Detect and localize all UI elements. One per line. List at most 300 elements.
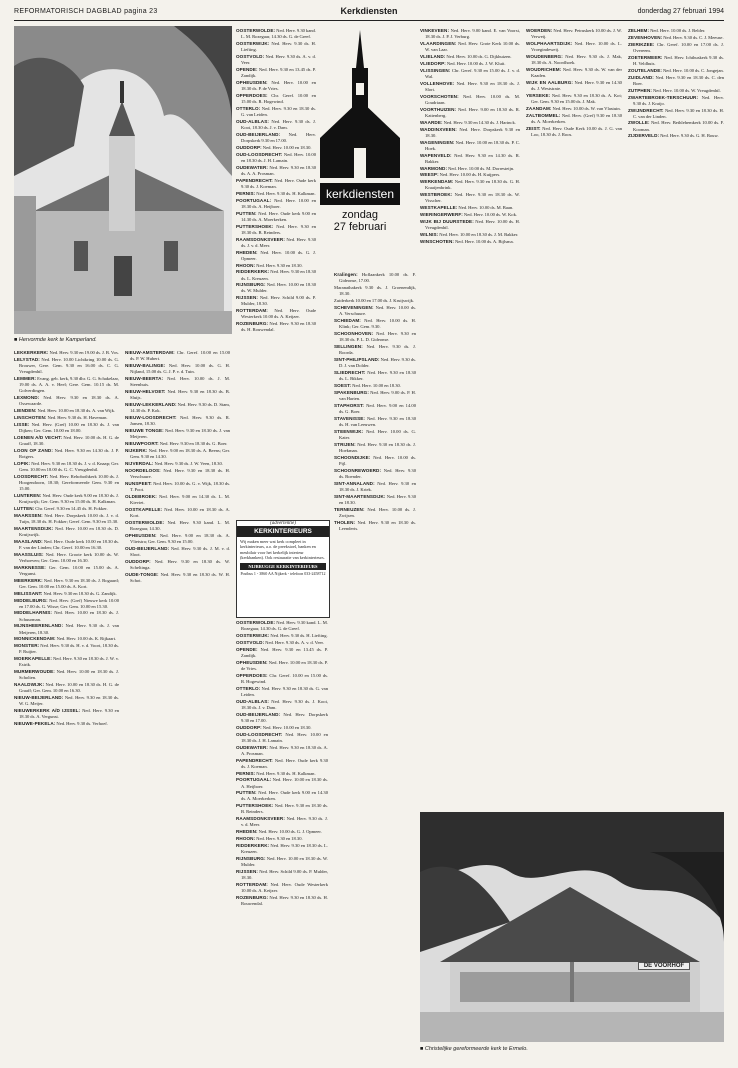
place-name: ROTTERDAM: (236, 308, 268, 314)
church-service-entry: ZWIJNDRECHT: Ned. Herv. 9.30 en 18.30 ds. H. C. van der Linden. (628, 107, 724, 119)
place-name: RIJSSEN: (236, 295, 258, 301)
place-name: POORTUGAAL: (236, 197, 272, 203)
church-service-entry: WIERINGERWERF: Ned. Herv. 10.00 ds. W. Kok. (420, 212, 518, 218)
church-service-entry: OUDEWATER: Ned. Herv. 9.30 en 18.30 ds. A. A. Prosman. (236, 164, 316, 176)
place-name: LEMMER: (14, 375, 37, 381)
church-service-entry: MIDDELHARNIS: Ned. Herv. 10.00 en 18.30 ds. J. Schuurman. (14, 610, 119, 622)
place-name: OPHEUSDEN: (125, 532, 157, 538)
place-name: OUDDORP: (236, 724, 262, 730)
place-name: STAPHORST: (334, 402, 365, 408)
place-name: WAGENINGEN: (420, 139, 455, 145)
church-service-entry: MAARSSEN: Ned. Herv. Dorpskerk 10.00 ds. J. v. d. Tuijn, 18.30 ds. H. Fokker; Geref. Gem. 9.30 en 15.30. (14, 512, 119, 524)
place-name: RHOON: (236, 262, 256, 268)
church-service-entry: NIEUW-LOOSDRECHT: Ned. Herv. 9.30 ds. R. Jansen, 18.30. (125, 414, 230, 427)
place-name: RAAMSDONKSVEER: (236, 816, 285, 822)
church-service-entry: Zuiderkerk 10.00 en 17.00 ds. J. Kruijswijk. (334, 297, 415, 303)
church-service-entry: OUD-BEIJERLAND: Ned. Herv. Dorpskerk 9.30 en 17.00. (236, 131, 316, 143)
church-service-entry: VLISSINGEN: Chr. Geref. 9.30 en 15.00 ds. J. v. d. Wal. (420, 67, 520, 79)
place-name: OOSTKAPELLE: (125, 506, 163, 512)
church-service-entry: OLDEBROEK: Ned. Herv. 9.00 en 14.30 ds. L. M. Kieviet. (125, 493, 230, 505)
church-service-entry: NIEUWPOORT: Ned. Herv. 9.30 en 18.30 ds. G. Boer. (125, 440, 228, 446)
place-name: VLIELAND: (420, 53, 446, 59)
church-silhouette-icon (320, 28, 400, 178)
column-3-lower (236, 620, 328, 1050)
place-name: ZIERIKZEE: (628, 41, 655, 47)
church-service-entry: OOSTVOLD: Ned. Herv. 9.30 ds. A. v. d. Veer. (236, 639, 324, 645)
church-service-entry: WEESP: Ned. Herv. 10.00 ds. H. Kuijpers. (420, 172, 501, 178)
church-service-entry: OOSTERWOLDE: Ned. Herv. 9.30 kand. L. M. Rozegaar, 14.30. (125, 519, 230, 531)
church-service-entry: MAASSLUIS: Ned. Herv. Groote kerk 10.00 ds. W. Verhoeven; Ger. Gem. 10.00 en 16.30. (14, 551, 119, 563)
church-service-entry: LUTTEN: Chr. Geref. 9.30 en 14.45 ds. H. Fokker. (14, 505, 108, 511)
column-3-entries (236, 28, 316, 334)
ermelo-church-image (420, 812, 724, 1042)
place-name: LEKKERKERK: (14, 350, 49, 355)
church-service-entry: MOERKAPELLE: Ned. Herv. 9.30 en 18.30 ds. J. W. v. Estrik. (14, 656, 119, 668)
place-name: LIENDEN: (14, 408, 37, 414)
place-name: LEXMOND: (14, 395, 40, 401)
place-name: MAASSLUIS: (14, 551, 44, 557)
place-name: NIEUWERKERK A/D IJSSEL: (14, 708, 81, 714)
place-name: NOORDELOOS: (125, 467, 161, 473)
place-name: SCHIEDAM: (334, 317, 361, 323)
place-name: WOERDEN: (526, 28, 553, 33)
church-service-entry: WILNIS: Ned. Herv. 10.00 en 18.30 ds. J. M. Bakker. (420, 232, 519, 238)
place-name: RIJNSBURG: (236, 282, 266, 288)
church-service-entry: MIJNSHEERENLAND: Ned. Herv. 9.30 ds. J. van Meijeren, 18.30. (14, 623, 119, 635)
place-name: NIEUWE TONGE: (125, 427, 164, 433)
place-name: WINSCHOTEN: (420, 238, 455, 244)
column-2 (125, 350, 230, 1050)
place-name: WOUDENBERG: (526, 53, 563, 59)
church-service-entry: WARMOND: Ned. Herv. 10.00 ds. M. Dorresteijn. (420, 165, 515, 171)
church-service-entry: OUDDORP: Ned. Herv. 9.30 en 18.30 ds. W. Scheltinga. (125, 558, 230, 570)
church-service-entry: MEERKERK: Ned. Herv. 9.30 en 18.30 ds. J. Bogaard; Ger. Gem. 10.00 en 15.00 ds. A. Kort. (14, 577, 119, 589)
church-service-entry: OPENDE: Ned. Herv. 9.30 en 13.45 ds. P. Zandijk. (236, 646, 328, 658)
place-name: LOENEN A/D VECHT: (14, 434, 63, 440)
church-service-entry: VOORSCHOTEN: Ned. Herv. 10.00 ds. M. Goudriaan. (420, 93, 520, 105)
column-1 (14, 350, 119, 1050)
church-service-entry: LISSE: Ned. Herv. (Gref) 10.00 en 18.30 ds. J. van Dijken; Ger. Gem. 10.00 en 18.00. (14, 421, 119, 433)
church-service-entry: VLIELAND: Ned. Herv. 10.00 ds. G. Dijkhuizen. (420, 53, 512, 59)
church-service-entry: PUTTERSHOEK: Ned. Herv. 9.30 en 18.30 ds. B. Reinders. (236, 223, 316, 235)
caption-left-photo: ■ Hervormde kerk te Kamperland. (14, 337, 97, 343)
church-service-entry: OOSTERWOLDE: Ned. Herv. 9.30 kand. L. M. Rozegaar, 14.30 ds. G. de Greef. (236, 620, 328, 632)
church-service-entry: RIJNSBURG: Ned. Herv. 10.00 en 18.30 ds. W. Mulder. (236, 282, 316, 294)
church-service-entry: ZUTPHEN: Ned. Herv. 10.00 ds. W. Vreugdenhil. (628, 87, 721, 93)
church-service-entry: MARKNESSE: Ger. Gem. 10.00 en 15.00 ds. A. Vergunst. (14, 564, 119, 576)
place-name: WAARDE: (420, 119, 443, 125)
banner-date-2: 27 februari (333, 221, 387, 233)
place-name: NIEUWE-PEKELA: (14, 721, 56, 727)
place-name: NIEUW-LOOSDRECHT: (125, 414, 177, 420)
place-name: WIJK EN AALBURG: (526, 79, 574, 85)
church-service-entry: OOSTERWIJK: Ned. Herv. 9.30 ds. H. Liefting. (236, 632, 328, 638)
church-service-entry: WOUDENBERG: Ned. Herv. 9.30 ds. J. Mak, 18.30 ds. A. Noordhoek. (526, 53, 622, 66)
church-service-entry: RIJNSBURG: Ned. Herv. 10.00 en 18.30 ds. W. Mulder. (236, 856, 328, 868)
church-service-entry: MURMERWOUDE: Ned. Herv. 10.00 en 18.30 ds. J. Scholten. (14, 669, 119, 681)
place-name: OLDEBROEK: (125, 493, 157, 499)
place-name: PUTTERSHOEK: (236, 223, 274, 229)
church-service-entry: WESTKAPELLE: Ned. Herv. 10.00 ds. M. Baan. (420, 205, 514, 211)
church-service-entry: OUDDORP: Ned. Herv. 10.00 en 18.30. (236, 724, 312, 730)
column-4 (334, 272, 416, 812)
church-service-entry: WIJK EN AALBURG: Ned. Herv. 9.30 en 14.30 ds. J. Weststrate. (526, 79, 622, 92)
place-name: ZEVENHOVEN: (628, 34, 663, 40)
church-service-entry: ZOUTELANDE: Ned. Herv. 10.00 ds. C. Jongejan. (628, 67, 724, 73)
place-name: WEESP: (420, 172, 439, 178)
place-name: LOOSDRECHT: (14, 473, 49, 479)
church-service-entry: POORTUGAAL: Ned. Herv. 10.00 en 18.30 ds. A. Heijboer. (236, 777, 328, 789)
place-name: VOORTHUIZEN: (420, 106, 457, 112)
church-service-entry: ROTTERDAM: Ned. Herv. Oude Westerkerk 10.00 ds. A. Keijzer. (236, 308, 316, 320)
place-name: WARMOND: (420, 165, 448, 171)
ad-tag: (advertentie) (270, 521, 296, 526)
church-service-entry: WAARDE: Ned. Herv. 9.30 en 14.30 ds. J. Harinck. (420, 119, 516, 125)
church-service-entry: LOPIK: Ned. Herv. 9.30 en 18.30 ds. J. v. d. Knaap; Ger. Gem. 10.00 en 18.00 ds. G. C. Vreugdenhil. (14, 460, 119, 472)
ad-company: NIJBRUGGE KERKINTERIEURS (240, 563, 326, 570)
place-name: OUDE-TONGE: (125, 571, 159, 577)
church-service-entry: ZIJDERVELD: Ned. Herv. 9.30 ds. G. H. Bouw. (628, 133, 719, 139)
church-service-entry: STAVENISSE: Ned. Herv. 9.30 en 18.30 ds. H. van Leeuwen. (334, 415, 416, 427)
church-service-entry: WESTBROEK: Ned. Herv. 9.30 en 18.30 ds. W. Visscher. (420, 192, 520, 204)
place-name: PERNIS: (236, 770, 256, 776)
photo-church-ermelo (420, 812, 724, 1042)
church-service-entry: LUNTEREN: Ned. Herv. Oude kerk 9.00 en 18.30 ds. J. Kruijswijk; Ger. Gem. 9.30 en 15.00 ds. H. Kalkman. (14, 492, 119, 504)
place-name: WILNIS: (420, 232, 439, 238)
place-name: MARKNESSE: (14, 564, 46, 570)
place-name: LINSCHOTEN: (14, 414, 47, 420)
church-service-entry: RHEDEN: Ned. Herv. 10.00 ds. G. J. Opmeer. (236, 829, 322, 835)
place-name: NIEUW-LEKKERLAND: (125, 401, 177, 407)
place-name: THOLEN: (334, 519, 356, 525)
church-service-entry: OUD-LOOSDRECHT: Ned. Herv. 10.00 en 18.30 ds. J. H. Lamain. (236, 731, 328, 743)
church-service-entry: WERKENDAM: Ned. Herv. 9.30 en 18.30 ds. G. H. Kraaijenbrink. (420, 179, 520, 191)
place-name: WESTKAPELLE: (420, 205, 458, 211)
place-name: NIJKERK: (125, 447, 148, 453)
place-name: MOERKAPELLE: (14, 656, 52, 662)
place-name: RAAMSDONKSVEER: (236, 236, 285, 242)
church-service-entry: SLIEDRECHT: Ned. Herv. 9.30 en 18.30 ds. L. Bikker. (334, 369, 416, 381)
place-name: MELISSANT: (14, 590, 43, 596)
header-rule (14, 20, 724, 21)
church-service-entry: OUD-BEIJERLAND: Ned. Herv. Dorpskerk 9.30 en 17.00. (236, 711, 328, 723)
place-name: OOSTERWOLDE: (236, 28, 276, 33)
church-service-entry: NIEUW-LEKKERLAND: Ned. Herv. 9.30 ds. D. Stam, 14.30 ds. P. Kok. (125, 401, 230, 414)
church-service-entry: RHOON: Ned. Herv. 9.30 en 18.30. (236, 262, 303, 268)
church-photo-image (14, 26, 232, 334)
church-service-entry: OUD-ALBLAS: Ned. Herv. 9.30 ds. J. Kooi, 18.30 ds. J. v. Dam. (236, 118, 316, 130)
church-service-entry: OUD-LOOSDRECHT: Ned. Herv. 10.00 en 18.30 ds. J. H. Lamain. (236, 151, 316, 163)
place-name: RHOON: (236, 836, 256, 842)
church-service-entry: SINT-ANNALAND: Ned. Herv. 9.30 en 18.30 ds. J. Kriek. (334, 480, 416, 492)
church-service-entry: ZELHEM: Ned. Herv. 10.00 ds. J. Belder. (628, 28, 706, 33)
place-name: LELYSTAD: (14, 356, 40, 362)
place-name: ROTTERDAM: (236, 882, 268, 888)
church-service-entry: RHEDEN: Ned. Herv. 10.00 ds. G. J. Opmeer. (236, 249, 316, 261)
church-service-entry: OUDEWATER: Ned. Herv. 9.30 en 18.30 ds. A. A. Prosman. (236, 744, 328, 756)
church-service-entry: STEENWIJK: Ned. Herv. 10.00 ds. G. Kater. (334, 428, 416, 440)
ad-contact: Postbus 1 - 3860 AA Nijkerk - telefoon 033-2458712 (240, 570, 326, 576)
place-name: ZOUTELANDE: (628, 67, 663, 73)
church-service-entry: LEMMER: Evang. geb. kerk, 9.30 dhr. G. G. Schakelaar, 19.00 ds. A. A. v. Heel; Gere. Gem. 10.15 ds. M. Golverdingen. (14, 375, 119, 394)
church-service-entry: OUD-BEIJERLAND: Ned. Herv. 9.30 ds. J. M. v. d. Sloot. (125, 545, 230, 557)
place-name: WESTBROEK: (420, 192, 453, 198)
place-name: SINT-PHILIPSLAND: (334, 356, 380, 362)
place-name: POORTUGAAL: (236, 777, 272, 783)
church-service-entry: RIJSSEN: Ned. Herv. Schild 9.00 ds. P. Mulder, 18.30. (236, 869, 328, 881)
newspaper-name: REFORMATORISCH DAGBLAD pagina 23 (14, 8, 158, 15)
column-3 (236, 28, 316, 516)
church-service-entry: POORTUGAAL: Ned. Herv. 10.00 en 18.30 ds. A. Heijboer. (236, 197, 316, 209)
kerkdiensten-banner (320, 28, 400, 270)
place-name: RIDDERKERK: (236, 843, 270, 849)
place-name: OTTERLO: (236, 105, 261, 111)
place-name: ZELHEM: (628, 28, 650, 33)
place-name: MONNICKENDAM: (14, 636, 56, 642)
place-name: WOLPHAARTSDIJK: (526, 40, 573, 46)
column-2-entries (125, 350, 230, 584)
church-service-entry: WADDINXVEEN: Ned. Herv. Dorpskerk 9.30 en 18.30. (420, 126, 520, 138)
place-name: SINT-MAARTENSDIJK: (334, 493, 386, 499)
place-name: ZOETERMEER: (628, 54, 663, 60)
church-service-entry: PUTTEN: Ned. Herv. Oude kerk 9.00 en 14.30 ds. A. Moerkerken. (236, 210, 316, 222)
place-name: OPENDE: (236, 646, 258, 652)
place-name: SCHEVENINGEN: (334, 304, 374, 310)
place-name: LOON OP ZAND: (14, 447, 53, 453)
place-name: RIJNSBURG: (236, 856, 266, 862)
church-service-entry: TERNEUZEN: Ned. Herv. 10.00 ds. J. Zwijsen. (334, 506, 416, 518)
church-service-entry: OPHEUSDEN: Ned. Herv. 10.00 en 18.30 ds. P. de Vries. (236, 79, 316, 92)
church-service-entry: ZUIDLAND: Ned. Herv. 9.30 en 18.30 ds. C. den Boer. (628, 74, 724, 86)
column-4-entries (334, 272, 416, 532)
ad-body: Wij maken meer wat kerk compleet in kerkinterieurs, a.o. de preekstoel, banken en meubilair voor het kerkelijk interieur (kerkbanken). Ook restauratie van kerkinterieurs. (240, 539, 325, 561)
church-service-entry: OPPERDOES: Chr. Geref. 10.00 en 15.00 ds. R. Hogewind. (236, 672, 328, 684)
church-service-entry: MIDDELBURG: Ned. Herv. (Gref) Nieuwe kerk 10.00 en 17.00 ds. G. Wisse; Ger. Gem. 10.00 en 15.30. (14, 597, 119, 609)
church-service-entry: NIEUW-AMSTERDAM: Chr. Geref. 10.00 en 15.00 ds. P. W. Hubert. (125, 350, 230, 362)
place-name: PAPENDRECHT: (236, 757, 273, 763)
place-name: MONSTER: (14, 643, 40, 649)
church-service-entry: NIEUWE TONGE: Ned. Herv. 9.30 en 18.30 ds. J. van Meijeren. (125, 427, 230, 439)
place-name: YERSEKE: (526, 92, 551, 98)
photo-church-kamperland (14, 26, 232, 334)
church-service-entry: ZAANDAM: Ned. Herv. 10.00 ds. W. van Vlastuin. (526, 105, 621, 111)
place-name: VLISSINGEN: (420, 67, 451, 73)
place-name: OPENDE: (236, 66, 258, 72)
church-service-entry: OPHEUSDEN: Ned. Herv. 10.00 en 18.30 ds. P. de Vries. (236, 659, 328, 671)
church-service-entry: STRIJEN: Ned. Herv. 9.30 en 18.30 ds. J. Hoekman. (334, 441, 416, 453)
church-service-entry: RAAMSDONKSVEER: Ned. Herv. 9.30 ds. J. v. d. Meer. (236, 816, 328, 828)
place-name: WAPENVELD: (420, 152, 452, 158)
church-service-entry: WAGENINGEN: Ned. Herv. 10.00 en 18.30 ds. P. C. Hoek. (420, 139, 520, 151)
church-service-entry: NIEUW-BALINGE: Ned. Herv. 10.00 ds. G. H. Nijland, 15.00 ds. G. J. P. v. d. Tuin. (125, 362, 230, 375)
place-name: NAALDWIJK: (14, 682, 45, 688)
church-service-entry: PAPENDRECHT: Ned. Herv. Oude kerk 9.30 ds. J. Koeman. (236, 757, 328, 769)
church-service-entry: RAAMSDONKSVEER: Ned. Herv. 9.30 ds. J. v. d. Meer. (236, 236, 316, 248)
place-name: VLIEDORP: (420, 60, 446, 66)
church-service-entry: ZEIST: Ned. Herv. Oude Kerk 10.00 ds. J. G. van Loo, 18.30 ds. J. Roos. (526, 125, 622, 137)
place-name: OPHEUSDEN: (236, 659, 268, 665)
place-name: OOSTERWIJK: (236, 40, 270, 46)
place-name: MAASLAND: (14, 538, 43, 544)
place-name: OUD-ALBLAS: (236, 698, 269, 704)
church-service-entry: NIEUW-HELVOET: Ned. Herv. 9.30 en 18.30 ds. B. Sluijs. (125, 388, 230, 401)
church-service-entry: NIEUWERKERK A/D IJSSEL: Ned. Herv. 9.30 en 18.30 ds. A. Vergunst. (14, 708, 119, 720)
church-service-entry: OUDDORP: Ned. Herv. 10.00 en 18.30. (236, 144, 312, 150)
church-service-entry: NOORDELOOS: Ned. Herv. 9.30 en 18.30 ds. H. Verschuure. (125, 467, 230, 479)
church-service-entry: LOON OP ZAND: Ned. Herv. 9.30 en 14.30 ds. J. P. Rotgers. (14, 447, 119, 459)
church-service-entry: SINT-MAARTENSDIJK: Ned. Herv. 9.30 en 18.30. (334, 493, 416, 505)
church-service-entry: SINT-PHILIPSLAND: Ned. Herv. 9.30 ds. D. J. van Dolder. (334, 356, 416, 368)
church-service-entry: OOSTERWOLDE: Ned. Herv. 9.30 kand. L. M. Rozegaar, 14.30 ds. G. de Greef. (236, 28, 316, 40)
place-name: NIEUW-BALINGE: (125, 362, 166, 368)
church-service-entry: WOUDRICHEM: Ned. Herv. 9.30 ds. W. van der Kaaden. (526, 66, 622, 79)
place-name: WIERINGERWERF: (420, 212, 463, 218)
banner-date-1: zondag (341, 209, 379, 221)
place-name: RIJSSEN: (236, 869, 258, 875)
church-service-entry: OPENDE: Ned. Herv. 9.30 en 13.45 ds. P. Zandijk. (236, 66, 316, 79)
church-service-entry: Maranathakerk 9.30 ds. J. Groenendijk, 18.30. (334, 284, 416, 297)
church-service-entry: SCHIEDAM: Ned. Herv. 10.00 ds. H. Klink; Ger. Gem. 9.30. (334, 317, 416, 329)
place-name: MIJNSHEERENLAND: (14, 623, 64, 629)
place-name: ZWOLLE: (628, 120, 650, 126)
church-service-entry: MAASLAND: Ned. Herv. Oude kerk 10.00 en 18.30 ds. F. van der Linden; Chr. Geref. 10.00 en 16.30. (14, 538, 119, 550)
page-header (14, 6, 724, 18)
church-service-entry: ZIERIKZEE: Chr. Geref. 10.00 en 17.00 ds. J. Overeem. (628, 41, 724, 53)
place-name: WOUDRICHEM: (526, 66, 562, 72)
column-3-lower-entries (236, 620, 328, 907)
column-5 (420, 28, 520, 808)
church-service-entry: OUDE-TONGE: Ned. Herv. 9.30 en 18.30 ds. W. H. Schot. (125, 571, 230, 583)
place-name: LISSE: (14, 421, 30, 427)
church-service-entry: OOSTERWIJK: Ned. Herv. 9.30 ds. H. Liefting. (236, 40, 316, 53)
church-service-entry: YERSEKE: Ned. Herv. 9.30 en 18.30 ds. A. Kot; Ger. Gem. 9.30 en 15.00 ds. J. Mak. (526, 92, 622, 105)
church-service-entry: OOSTKAPELLE: Ned. Herv. 10.00 en 18.30 ds. A. Kort. (125, 506, 230, 518)
place-name: NUNSPEET: (125, 480, 152, 486)
place-name: OUD-LOOSDRECHT: (236, 731, 283, 737)
place-name: OPPERDOES: (236, 92, 268, 98)
church-service-entry: PUTTEN: Ned. Herv. Oude kerk 9.00 en 14.30 ds. A. Moerkerken. (236, 790, 328, 802)
place-name: NIEUWPOORT: (125, 440, 159, 446)
church-service-entry: LEKKERKERK: Ned. Herv. 9.30 en 19.00 ds. J. B. Vos. (14, 350, 119, 355)
church-service-entry: VLAARDINGEN: Ned. Herv. Grote Kerk 10.00 ds. W. van Laar. (420, 40, 520, 53)
place-name: ZAANDAM: (526, 105, 552, 111)
place-name: MAARSSEN: (14, 512, 43, 518)
church-service-entry: Kralingen: Hoflaankerk 10.00 ds. F. Gideonse, 17.00. (334, 272, 416, 284)
place-name: OPHEUSDEN: (236, 79, 268, 85)
church-service-entry: WAPENVELD: Ned. Herv. 9.30 en 14.30 ds. R. Bakker. (420, 152, 520, 164)
church-service-entry: VINKEVEEN: Ned. Herv. 9.00 kand. E. van Voorst, 18.30 ds. J. P. J. Verburg. (420, 28, 520, 40)
church-service-entry: OTTERLO: Ned. Herv. 9.30 en 18.30 ds. G. van Leiden. (236, 105, 316, 117)
place-name: NIEUW-BEERTA: (125, 375, 164, 381)
place-name: OOSTERWIJK: (236, 632, 270, 638)
place-name: MIDDELHARNIS: (14, 610, 53, 616)
place-name: OUDEWATER: (236, 744, 269, 750)
place-name: OOSTVOLD: (236, 639, 265, 645)
issue-date: donderdag 27 februari 1994 (637, 8, 724, 15)
place-name: SCHOONHOVEN: (334, 330, 374, 336)
church-service-entry: SELLINGEN: Ned. Herv. 9.30 ds. J. Roorda. (334, 343, 416, 355)
place-name: OTTERLO: (236, 685, 261, 691)
place-name: OUDEWATER: (236, 164, 269, 170)
place-name: OUD-BEIJERLAND: (236, 131, 281, 137)
church-service-entry: SPAKENBURG: Ned. Herv. 9.00 ds. P. H. van Harten. (334, 389, 416, 401)
church-service-entry: NIEUWE-PEKELA: Ned. Herv. 9.30 ds. Verhoef. (14, 721, 108, 727)
place-name: OOSTVOLD: (236, 53, 265, 59)
place-name: Kralingen: (334, 272, 358, 277)
church-service-entry: ZWARTEBROEK-TERSCHUUR: Ned. Herv. 9.30 ds. J. Kraijo. (628, 94, 724, 106)
church-service-entry: SCHOONHOVEN: Ned. Herv. 9.30 en 18.30 ds. P. L. D. Gideonse. (334, 330, 416, 342)
place-name: PUTTEN: (236, 210, 257, 216)
place-name: SCHOONDIJKE: (334, 454, 371, 460)
church-service-entry: PERNIS: Ned. Herv. 9.30 ds. H. Kalkman. (236, 770, 316, 776)
church-service-entry: WOERDEN: Ned. Herv. Petruskerk 10.00 ds. J. W. Verweij. (526, 28, 622, 40)
place-name: ROZENBURG: (236, 321, 269, 327)
church-service-entry: PERNIS: Ned. Herv. 9.30 ds. H. Kalkman. (236, 190, 316, 196)
place-name: STAVENISSE: (334, 415, 366, 421)
church-service-entry: ROZENBURG: Ned. Herv. 9.30 en 18.30 ds. H. Rouwendal. (236, 321, 316, 333)
church-service-entry: VOORTHUIZEN: Ned. Herv. 9.00 en 18.30 ds. R. Kattenberg. (420, 106, 520, 118)
ad-title: KERKINTERIEURS (237, 526, 329, 537)
church-service-entry: WOLPHAARTSDIJK: Ned. Herv. 10.00 ds. L. Vroegindeweij. (526, 40, 622, 53)
church-service-entry: OPPERDOES: Chr. Geref. 10.00 en 15.00 ds. R. Hogewind. (236, 92, 316, 105)
church-service-entry: ZWOLLE: Ned. Herv. Bethlehemkerk 10.00 ds. F. Kooman. (628, 120, 724, 132)
place-name: ZWARTEBROEK-TERSCHUUR: (628, 94, 699, 100)
place-name: VLAARDINGEN: (420, 40, 457, 46)
church-service-entry: SOEST: Ned. Herv. 10.00 en 18.30. (334, 382, 401, 388)
place-name: SLIEDRECHT: (334, 369, 366, 375)
place-name: SCHOONREWOERD: (334, 467, 382, 473)
place-name: MEERKERK: (14, 577, 43, 583)
place-name: LUNTEREN: (14, 492, 42, 498)
place-name: PAPENDRECHT: (236, 177, 273, 183)
place-name: OUD-BEIJERLAND: (236, 711, 281, 717)
place-name: LUTTEN: (14, 505, 35, 511)
place-name: NIEUW-AMSTERDAM: (125, 350, 175, 355)
place-name: OUDDORP: (236, 144, 262, 150)
place-name: ROZENBURG: (236, 895, 269, 901)
church-service-entry: ZALTBOMMEL: Ned. Herv. (Gref) 9.30 en 18.30 ds. A. Moerkerken. (526, 112, 622, 124)
place-name: LOPIK: (14, 460, 31, 466)
church-service-entry: LIENDEN: Ned. Herv. 10.00 en 18.30 ds. A. van Wijk. (14, 408, 116, 414)
place-name: NIEUW-HELVOET: (125, 388, 166, 394)
place-name: NIEUW-BEIJERLAND: (14, 695, 64, 701)
place-name: STEENWIJK: (334, 428, 364, 434)
place-name: TERNEUZEN: (334, 506, 365, 512)
place-name: SPAKENBURG: (334, 389, 369, 395)
place-name: VINKEVEEN: (420, 28, 450, 33)
banner-title: kerkdiensten (320, 183, 400, 205)
church-service-entry: MONSTER: Ned. Herv. 9.30 ds. H. v. d. Voort, 18.30 ds. P. Ruijter. (14, 643, 119, 655)
church-service-entry: MAARTENSDIJK: Ned. Herv. 10.00 en 18.30 ds. D. Kruijswijk. (14, 525, 119, 537)
place-name: OUDDORP: (125, 558, 151, 564)
column-1-entries (14, 350, 119, 727)
church-service-entry: MELISSANT: Ned. Herv. 9.30 en 18.30 ds. G. Zandijk. (14, 590, 117, 596)
church-service-entry: OUD-ALBLAS: Ned. Herv. 9.30 ds. J. Kooi, 18.30 ds. J. v. Dam. (236, 698, 328, 710)
place-name: OUD-ALBLAS: (236, 118, 269, 124)
place-name: RHEDEN: (236, 249, 258, 255)
church-service-entry: OTTERLO: Ned. Herv. 9.30 en 18.30 ds. G. van Leiden. (236, 685, 328, 697)
section-title: Kerkdiensten (340, 6, 398, 16)
place-name: OOSTERWOLDE: (125, 519, 165, 525)
church-service-entry: LOENEN A/D VECHT: Ned. Herv. 10.00 ds. H. G. de Graaff, 18.30. (14, 434, 119, 446)
place-name: ZALTBOMMEL: (526, 112, 561, 118)
church-service-entry: NIJVERDAL: Ned. Herv. 9.30 ds. J. W. Veen, 18.30. (125, 460, 223, 466)
church-service-entry: LINSCHOTEN: Ned. Herv. 9.30 ds. H. Haveman. (14, 414, 108, 420)
place-name: MURMERWOUDE: (14, 669, 55, 675)
column-6-entries (526, 28, 724, 808)
column-5-entries (420, 28, 520, 245)
church-service-entry: PUTTERSHOEK: Ned. Herv. 9.30 en 18.30 ds. B. Reinders. (236, 803, 328, 815)
